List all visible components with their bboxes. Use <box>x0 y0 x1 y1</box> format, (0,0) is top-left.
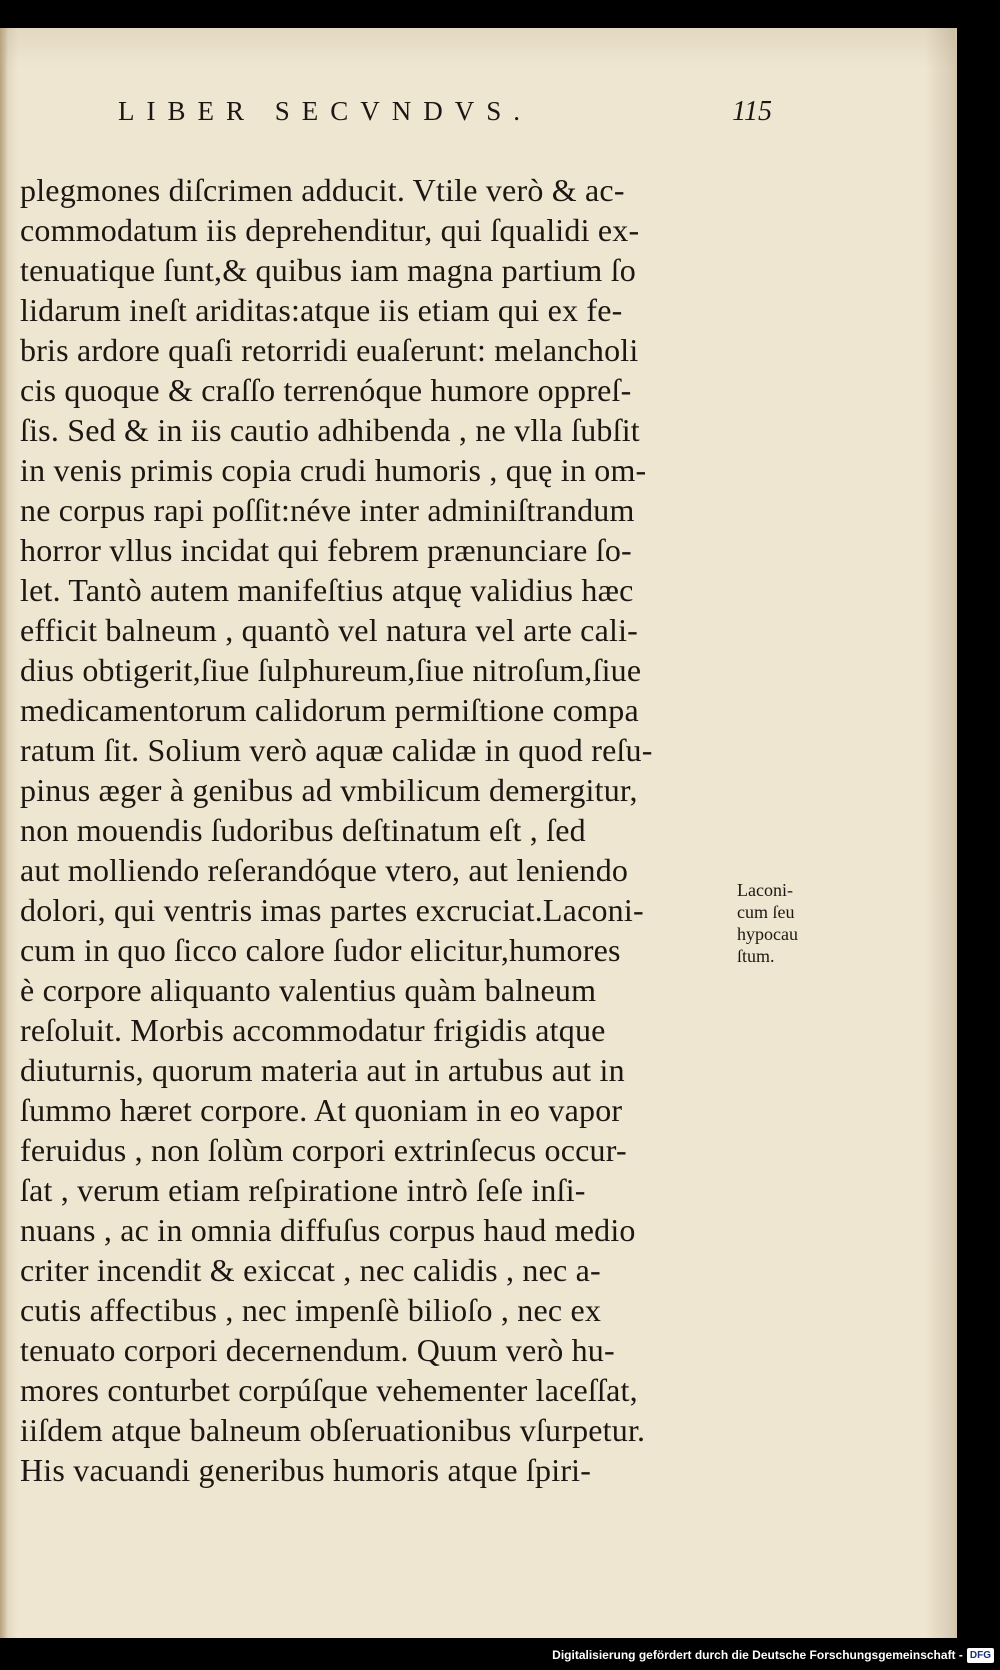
text-line: cum in quo ſicco calore ſudor elicitur,humores <box>20 932 621 968</box>
text-line: in venis primis copia crudi humoris , quę in om- <box>20 452 647 488</box>
text-line: efficit balneum , quantò vel natura vel arte cali- <box>20 612 639 648</box>
marginal-note-line: ſtum. <box>737 946 775 966</box>
text-line: non mouendis ſudoribus deſtinatum eſt , ſed <box>20 812 586 848</box>
text-line: medicamentorum calidorum permiſtione compa <box>20 692 639 728</box>
text-line: tenuato corpori decernendum. Quum verò hu- <box>20 1332 615 1368</box>
text-line: ſis. Sed & in iis cautio adhibenda , ne vlla ſubſit <box>20 412 640 448</box>
marginal-note-line: hypocau <box>737 924 798 944</box>
text-line: dius obtigerit,ſiue ſulphureum,ſiue nitroſum,ſiue <box>20 652 642 688</box>
text-line: aut molliendo reſerandóque vtero, aut leniendo <box>20 852 629 888</box>
text-line: let. Tantò autem manifeſtius atquę validius hæc <box>20 572 634 608</box>
text-line: cutis affectibus , nec impenſè bilioſo , nec ex <box>20 1292 602 1328</box>
text-line: pinus æger à genibus ad vmbilicum demergitur, <box>20 772 638 808</box>
text-line: diuturnis, quorum materia aut in artubus aut in <box>20 1052 625 1088</box>
marginal-note <box>737 879 837 967</box>
text-line: plegmones diſcrimen adducit. Vtile verò & ac- <box>20 172 625 208</box>
running-head-title: LIBER SECVNDVS. <box>118 96 533 126</box>
text-line: criter incendit & exiccat , nec calidis , nec a- <box>20 1252 601 1288</box>
funding-credit: Digitalisierung gefördert durch die Deutsche Forschungsgemeinschaft - <box>552 1648 963 1662</box>
marginal-note-line: cum ſeu <box>737 902 795 922</box>
text-line: His vacuandi generibus humoris atque ſpiri- <box>20 1452 592 1488</box>
body-text <box>20 170 740 1490</box>
book-page <box>0 28 957 1638</box>
text-line: tenuatique ſunt,& quibus iam magna partium ſo <box>20 252 636 288</box>
page-number: 115 <box>732 96 772 127</box>
digitization-footer <box>552 1646 994 1664</box>
text-line: ratum ſit. Solium verò aquæ calidæ in quod reſu- <box>20 732 653 768</box>
text-line: è corpore aliquanto valentius quàm balneum <box>20 972 597 1008</box>
text-line: dolori, qui ventris imas partes excruciat.Laconi- <box>20 892 644 928</box>
text-line: iiſdem atque balneum obſeruationibus vſurpetur. <box>20 1412 646 1448</box>
text-line: horror vllus incidat qui febrem prænunciare ſo- <box>20 532 632 568</box>
text-line: feruidus , non ſolùm corpori extrinſecus occur- <box>20 1132 627 1168</box>
marginal-note-line: Laconi- <box>737 880 793 900</box>
text-line: cis quoque & craſſo terrenóque humore oppreſ- <box>20 372 632 408</box>
running-head <box>118 96 772 136</box>
page-gutter-shadow <box>0 28 8 1638</box>
text-line: ne corpus rapi poſſit:néve inter adminiſtrandum <box>20 492 635 528</box>
text-line: commodatum iis deprehenditur, qui ſqualidi ex- <box>20 212 640 248</box>
dfg-logo: DFG <box>967 1648 994 1663</box>
text-line: ſat , verum etiam reſpiratione intrò ſeſe inſi- <box>20 1172 586 1208</box>
text-line: nuans , ac in omnia diffuſus corpus haud medio <box>20 1212 636 1248</box>
text-line: ſummo hæret corpore. At quoniam in eo vapor <box>20 1092 623 1128</box>
text-line: reſoluit. Morbis accommodatur frigidis atque <box>20 1012 606 1048</box>
text-line: lidarum ineſt ariditas:atque iis etiam qui ex fe- <box>20 292 623 328</box>
text-line: mores conturbet corpúſque vehementer laceſſat, <box>20 1372 638 1408</box>
text-line: bris ardore quaſi retorridi euaſerunt: melancholi <box>20 332 639 368</box>
